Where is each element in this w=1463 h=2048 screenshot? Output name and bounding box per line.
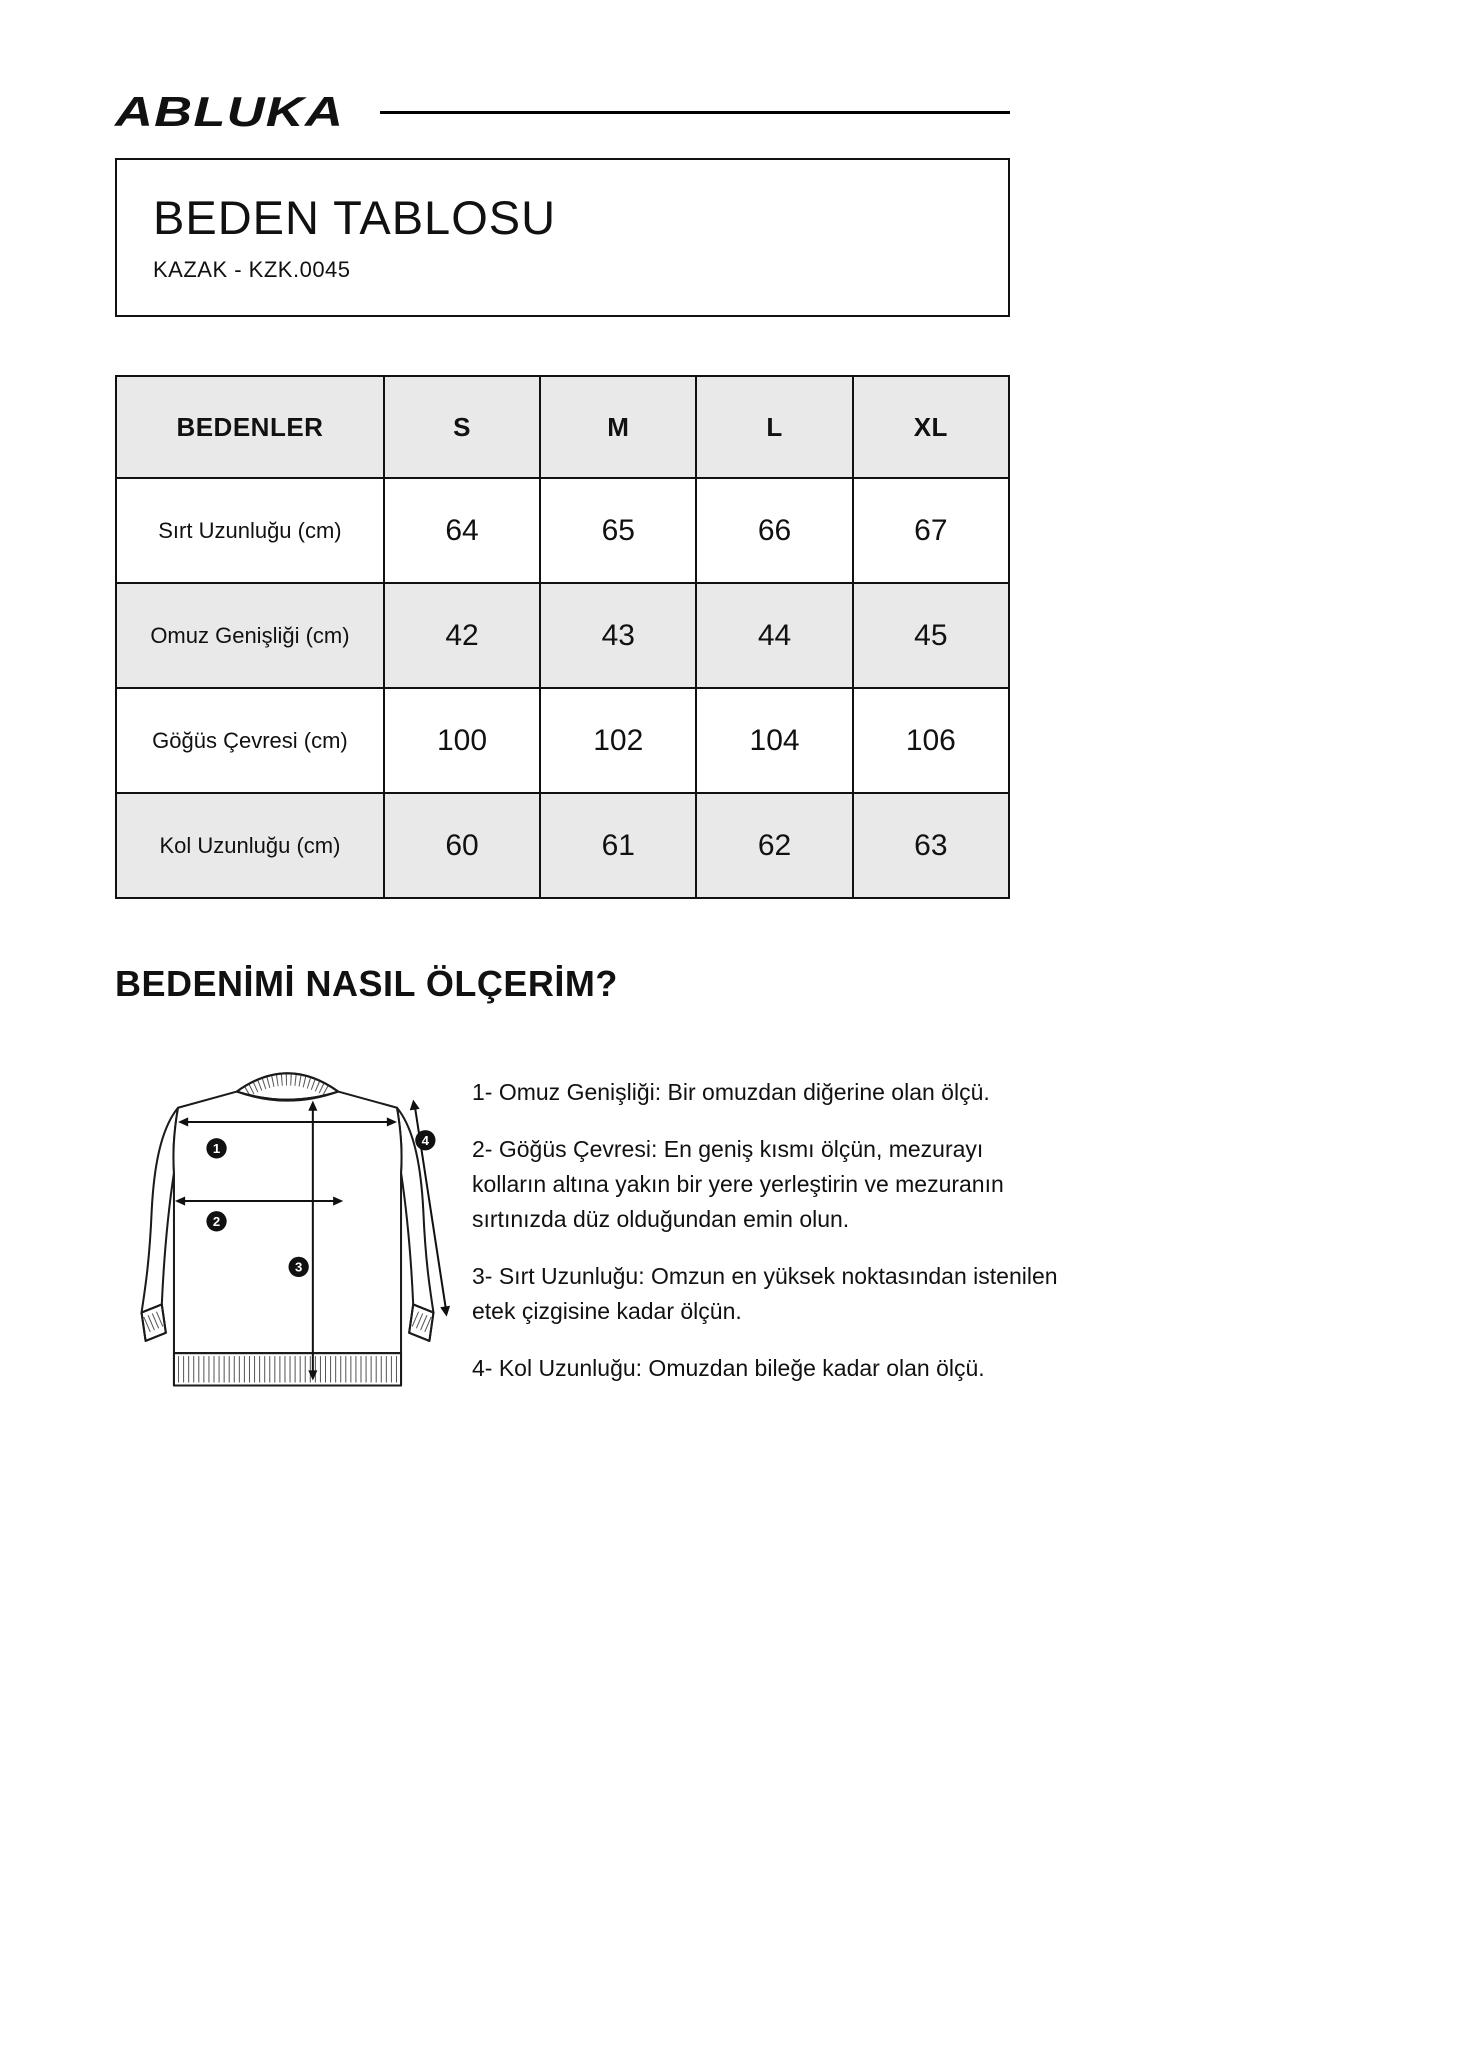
size-value: 104 — [696, 688, 852, 793]
size-table — [115, 375, 1010, 899]
svg-text:1: 1 — [212, 1140, 221, 1156]
instruction-item: 1- Omuz Genişliği: Bir omuzdan diğerine olan ölçü. — [472, 1079, 990, 1105]
sweater-measurement-diagram — [115, 1051, 460, 1421]
svg-text:3: 3 — [294, 1259, 303, 1275]
column-header-bedenler: BEDENLER — [116, 376, 384, 478]
size-value: 42 — [384, 583, 540, 688]
product-code: KAZAK - KZK.0045 — [153, 257, 351, 282]
svg-text:4: 4 — [421, 1132, 430, 1148]
page-title: BEDEN TABLOSU — [153, 191, 557, 244]
table-header-row — [116, 376, 1009, 478]
size-value: 65 — [540, 478, 696, 583]
row-label: Göğüs Çevresi (cm) — [116, 688, 384, 793]
row-label: Omuz Genişliği (cm) — [116, 583, 384, 688]
size-value: 67 — [853, 478, 1009, 583]
size-value: 61 — [540, 793, 696, 898]
how-to-figure-row — [115, 1051, 1060, 1421]
size-value: 63 — [853, 793, 1009, 898]
column-header-l: L — [696, 376, 852, 478]
size-value: 106 — [853, 688, 1009, 793]
column-header-s: S — [384, 376, 540, 478]
row-label: Sırt Uzunluğu (cm) — [116, 478, 384, 583]
how-to-title: BEDENİMİ NASIL ÖLÇERİM? — [115, 963, 618, 1004]
row-label: Kol Uzunluğu (cm) — [116, 793, 384, 898]
size-value: 60 — [384, 793, 540, 898]
marker-4 — [415, 1130, 435, 1150]
instruction-item: 3- Sırt Uzunluğu: Omzun en yüksek noktasından istenilen etek çizgisine kadar ölçün. — [472, 1262, 1058, 1324]
table-row — [116, 793, 1009, 898]
table-row — [116, 688, 1009, 793]
size-value: 62 — [696, 793, 852, 898]
table-row — [116, 478, 1009, 583]
size-value: 100 — [384, 688, 540, 793]
size-value: 66 — [696, 478, 852, 583]
brand-row — [115, 88, 1010, 136]
brand-logo-wrap — [115, 88, 380, 136]
size-value: 102 — [540, 688, 696, 793]
size-value: 43 — [540, 583, 696, 688]
column-header-xl: XL — [853, 376, 1009, 478]
title-box — [115, 158, 1010, 317]
instruction-item: 4- Kol Uzunluğu: Omuzdan bileğe kadar olan ölçü. — [472, 1354, 985, 1381]
svg-text:2: 2 — [212, 1213, 221, 1229]
hem-band — [174, 1353, 401, 1385]
brand-logo: ABLUKA — [115, 88, 345, 135]
column-header-m: M — [540, 376, 696, 478]
size-value: 44 — [696, 583, 852, 688]
table-row — [116, 583, 1009, 688]
marker-2 — [206, 1211, 226, 1231]
size-value: 45 — [853, 583, 1009, 688]
measurement-instructions — [472, 1051, 1060, 1421]
header-rule — [380, 111, 1010, 114]
size-value: 64 — [384, 478, 540, 583]
instruction-item: 2- Göğüs Çevresi: En geniş kısmı ölçün, mezurayı kolların altına yakın bir yere yerleştirin ve mezuranın sırtınızda düz olduğundan emin olun. — [472, 1135, 1004, 1232]
marker-1 — [206, 1138, 226, 1158]
left-sleeve — [142, 1108, 178, 1313]
marker-3 — [289, 1257, 309, 1277]
